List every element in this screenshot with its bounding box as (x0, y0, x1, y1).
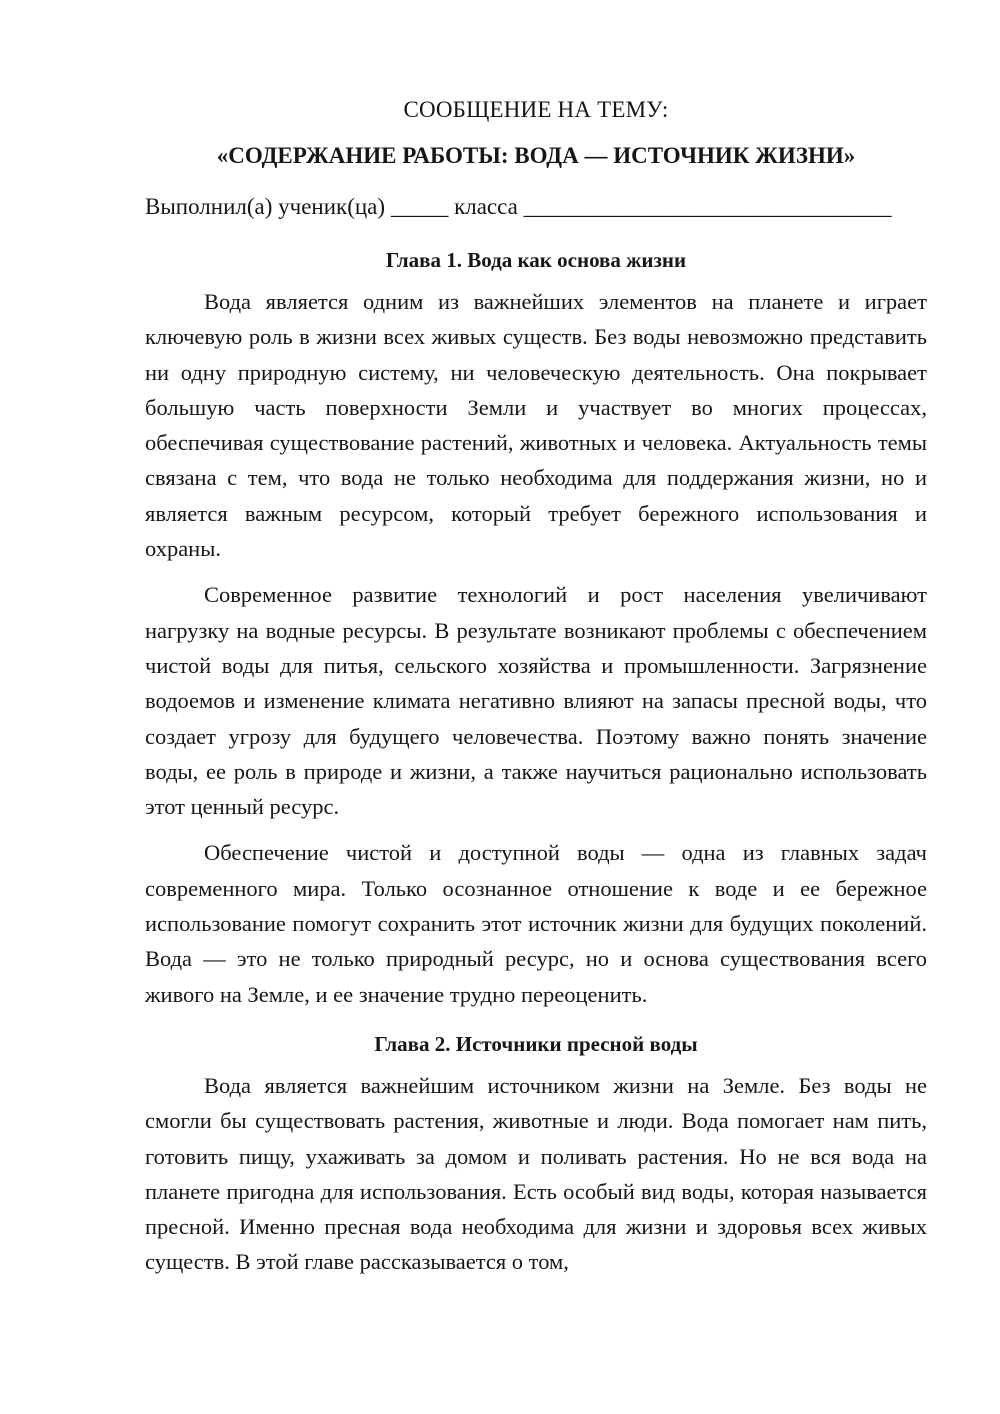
chapter-2-heading: Глава 2. Источники пресной воды (374, 1031, 698, 1056)
document-page (145, 88, 927, 1291)
chapter-1-heading: Глава 1. Вода как основа жизни (385, 248, 687, 272)
document-title-line-1: СООБЩЕНИЕ НА ТЕМУ: (403, 97, 669, 122)
signature-row (145, 190, 927, 224)
class-label: класса (454, 194, 518, 219)
student-class-blank: _____ (390, 194, 449, 219)
chapter-1-paragraph-3: Обеспечение чистой и доступной воды — одна из главных задач современного мира. Только осознанное отношение к воде и ее бережное использование помогут сохранить этот источник жизни для будущих поколений. Вода — это не только природный ресурс, но и основа существования всего живого на Земле, и ее значение трудно переоценить. (145, 840, 927, 1007)
chapter-1-paragraph-1: Вода является одним из важнейших элементов на планете и играет ключевую роль в жизни всех живых существ. Без воды невозможно представить ни одну природную систему, ни человеческую деятельность. Она покрывает большую часть поверхности Земли и участвует во многих процессах, обеспечивая существование растений, животных и человека. Актуальность темы связана с тем, что вода не только необходима для поддержания жизни, но и является важным ресурсом, который требует бережного использования и охраны. (145, 289, 927, 562)
student-name-blank: ________________________________ (523, 194, 892, 219)
chapter-2-paragraph-1: Вода является важнейшим источником жизни на Земле. Без воды не смогли бы существовать растения, животные и люди. Вода помогает нам пить, готовить пищу, ухаживать за домом и поливать растения. Но не вся вода на планете пригодна для использования. Есть особый вид воды, которая называется пресной. Именно пресная вода необходима для жизни и здоровья всех живых существ. В этой главе рассказывается о том, (145, 1072, 927, 1275)
document-title-topic: «СОДЕРЖАНИЕ РАБОТЫ: ВОДА — ИСТОЧНИК ЖИЗНИ» (216, 143, 856, 168)
chapter-1-paragraph-2: Современное развитие технологий и рост населения увеличивают нагрузку на водные ресурсы. В результате возникают проблемы с обеспечением чистой воды для питья, сельского хозяйства и промышленности. Загрязнение водоемов и изменение климата негативно влияют на запасы пресной воды, что создает угрозу для будущего человечества. Поэтому важно понять значение воды, ее роль в природе и жизни, а также научиться рационально использовать этот ценный ресурс. (145, 582, 927, 820)
student-label: Выполнил(а) ученик(ца) (145, 194, 386, 219)
